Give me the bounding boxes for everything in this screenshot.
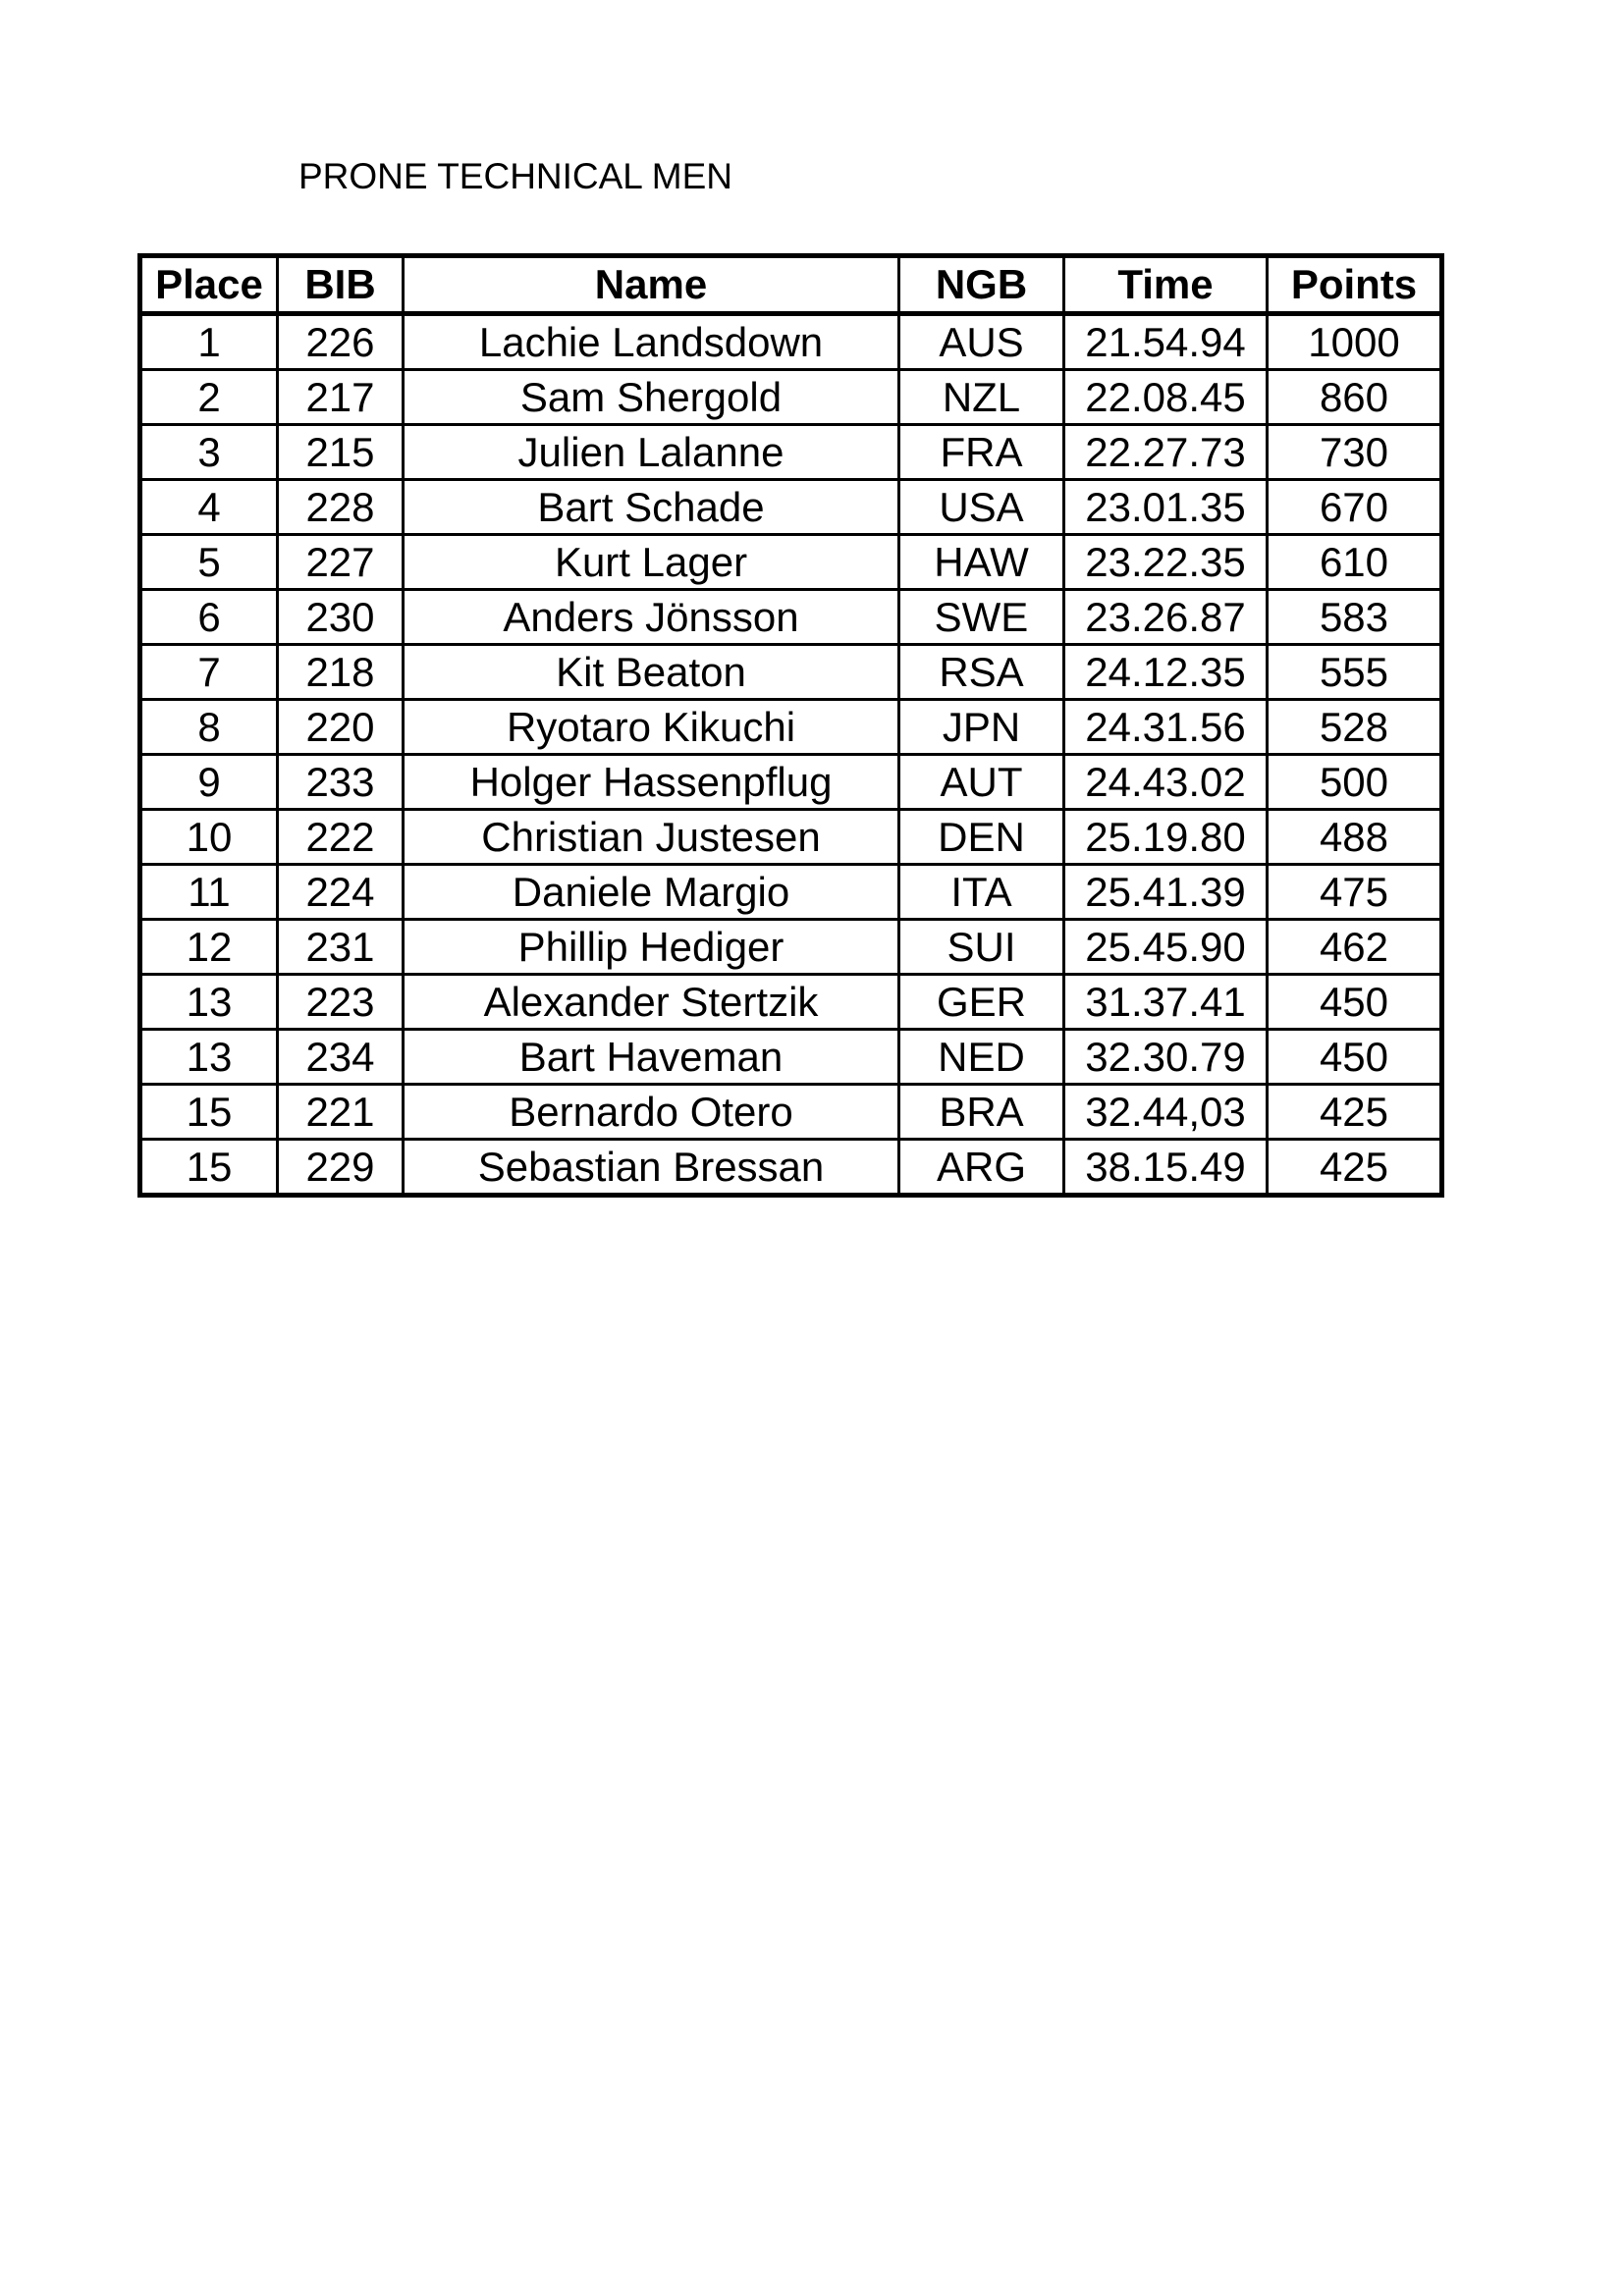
time-cell: 25.19.80	[1064, 810, 1268, 865]
bib-cell: 233	[278, 755, 404, 810]
table-row	[140, 920, 1442, 975]
points-cell: 425	[1268, 1085, 1442, 1140]
bib-cell: 222	[278, 810, 404, 865]
bib-cell: 221	[278, 1085, 404, 1140]
results-table	[137, 253, 1444, 1198]
ngb-cell: FRA	[899, 425, 1064, 480]
time-cell: 24.12.35	[1064, 645, 1268, 700]
points-cell: 462	[1268, 920, 1442, 975]
name-cell: Lachie Landsdown	[404, 314, 899, 370]
points-cell: 500	[1268, 755, 1442, 810]
ngb-cell: USA	[899, 480, 1064, 535]
points-cell: 450	[1268, 975, 1442, 1030]
time-cell: 31.37.41	[1064, 975, 1268, 1030]
ngb-cell: RSA	[899, 645, 1064, 700]
table-row	[140, 810, 1442, 865]
place-cell: 13	[140, 1030, 278, 1085]
table-row	[140, 645, 1442, 700]
page-title: PRONE TECHNICAL MEN	[298, 156, 733, 196]
place-cell: 11	[140, 865, 278, 920]
table-row	[140, 590, 1442, 645]
points-cell: 450	[1268, 1030, 1442, 1085]
place-cell: 12	[140, 920, 278, 975]
column-header-name: Name	[404, 256, 899, 314]
place-cell: 13	[140, 975, 278, 1030]
place-cell: 15	[140, 1140, 278, 1196]
bib-cell: 220	[278, 700, 404, 755]
name-cell: Bart Haveman	[404, 1030, 899, 1085]
time-cell: 25.45.90	[1064, 920, 1268, 975]
name-cell: Bart Schade	[404, 480, 899, 535]
time-cell: 23.26.87	[1064, 590, 1268, 645]
ngb-cell: JPN	[899, 700, 1064, 755]
column-header-bib: BIB	[278, 256, 404, 314]
points-cell: 555	[1268, 645, 1442, 700]
points-cell: 860	[1268, 370, 1442, 425]
ngb-cell: SUI	[899, 920, 1064, 975]
table-row	[140, 700, 1442, 755]
place-cell: 5	[140, 535, 278, 590]
points-cell: 528	[1268, 700, 1442, 755]
ngb-cell: BRA	[899, 1085, 1064, 1140]
ngb-cell: NZL	[899, 370, 1064, 425]
name-cell: Julien Lalanne	[404, 425, 899, 480]
ngb-cell: GER	[899, 975, 1064, 1030]
results-body	[140, 314, 1442, 1196]
points-cell: 583	[1268, 590, 1442, 645]
name-cell: Sebastian Bressan	[404, 1140, 899, 1196]
name-cell: Bernardo Otero	[404, 1085, 899, 1140]
ngb-cell: NED	[899, 1030, 1064, 1085]
place-cell: 8	[140, 700, 278, 755]
bib-cell: 223	[278, 975, 404, 1030]
points-cell: 610	[1268, 535, 1442, 590]
time-cell: 24.43.02	[1064, 755, 1268, 810]
points-cell: 730	[1268, 425, 1442, 480]
time-cell: 32.44,03	[1064, 1085, 1268, 1140]
bib-cell: 218	[278, 645, 404, 700]
table-row	[140, 865, 1442, 920]
name-cell: Sam Shergold	[404, 370, 899, 425]
place-cell: 10	[140, 810, 278, 865]
time-cell: 32.30.79	[1064, 1030, 1268, 1085]
place-cell: 6	[140, 590, 278, 645]
bib-cell: 230	[278, 590, 404, 645]
ngb-cell: SWE	[899, 590, 1064, 645]
time-cell: 25.41.39	[1064, 865, 1268, 920]
place-cell: 4	[140, 480, 278, 535]
place-cell: 15	[140, 1085, 278, 1140]
bib-cell: 231	[278, 920, 404, 975]
name-cell: Ryotaro Kikuchi	[404, 700, 899, 755]
points-cell: 1000	[1268, 314, 1442, 370]
column-header-ngb: NGB	[899, 256, 1064, 314]
table-row	[140, 1140, 1442, 1196]
name-cell: Christian Justesen	[404, 810, 899, 865]
ngb-cell: AUS	[899, 314, 1064, 370]
table-row	[140, 425, 1442, 480]
time-cell: 38.15.49	[1064, 1140, 1268, 1196]
table-row	[140, 535, 1442, 590]
bib-cell: 224	[278, 865, 404, 920]
place-cell: 2	[140, 370, 278, 425]
ngb-cell: ARG	[899, 1140, 1064, 1196]
name-cell: Phillip Hediger	[404, 920, 899, 975]
name-cell: Kit Beaton	[404, 645, 899, 700]
time-cell: 23.01.35	[1064, 480, 1268, 535]
table-row	[140, 480, 1442, 535]
bib-cell: 215	[278, 425, 404, 480]
name-cell: Holger Hassenpflug	[404, 755, 899, 810]
bib-cell: 217	[278, 370, 404, 425]
ngb-cell: AUT	[899, 755, 1064, 810]
bib-cell: 226	[278, 314, 404, 370]
table-row	[140, 1085, 1442, 1140]
bib-cell: 234	[278, 1030, 404, 1085]
points-cell: 425	[1268, 1140, 1442, 1196]
points-cell: 488	[1268, 810, 1442, 865]
ngb-cell: ITA	[899, 865, 1064, 920]
table-row	[140, 314, 1442, 370]
points-cell: 670	[1268, 480, 1442, 535]
time-cell: 22.27.73	[1064, 425, 1268, 480]
table-row	[140, 975, 1442, 1030]
name-cell: Kurt Lager	[404, 535, 899, 590]
place-cell: 9	[140, 755, 278, 810]
ngb-cell: HAW	[899, 535, 1064, 590]
time-cell: 22.08.45	[1064, 370, 1268, 425]
header-row	[140, 256, 1442, 314]
place-cell: 1	[140, 314, 278, 370]
bib-cell: 227	[278, 535, 404, 590]
table-row	[140, 755, 1442, 810]
points-cell: 475	[1268, 865, 1442, 920]
name-cell: Anders Jönsson	[404, 590, 899, 645]
place-cell: 3	[140, 425, 278, 480]
time-cell: 24.31.56	[1064, 700, 1268, 755]
time-cell: 21.54.94	[1064, 314, 1268, 370]
table-row	[140, 370, 1442, 425]
name-cell: Daniele Margio	[404, 865, 899, 920]
column-header-points: Points	[1268, 256, 1442, 314]
ngb-cell: DEN	[899, 810, 1064, 865]
name-cell: Alexander Stertzik	[404, 975, 899, 1030]
bib-cell: 228	[278, 480, 404, 535]
table-row	[140, 1030, 1442, 1085]
column-header-place: Place	[140, 256, 278, 314]
column-header-time: Time	[1064, 256, 1268, 314]
place-cell: 7	[140, 645, 278, 700]
bib-cell: 229	[278, 1140, 404, 1196]
time-cell: 23.22.35	[1064, 535, 1268, 590]
